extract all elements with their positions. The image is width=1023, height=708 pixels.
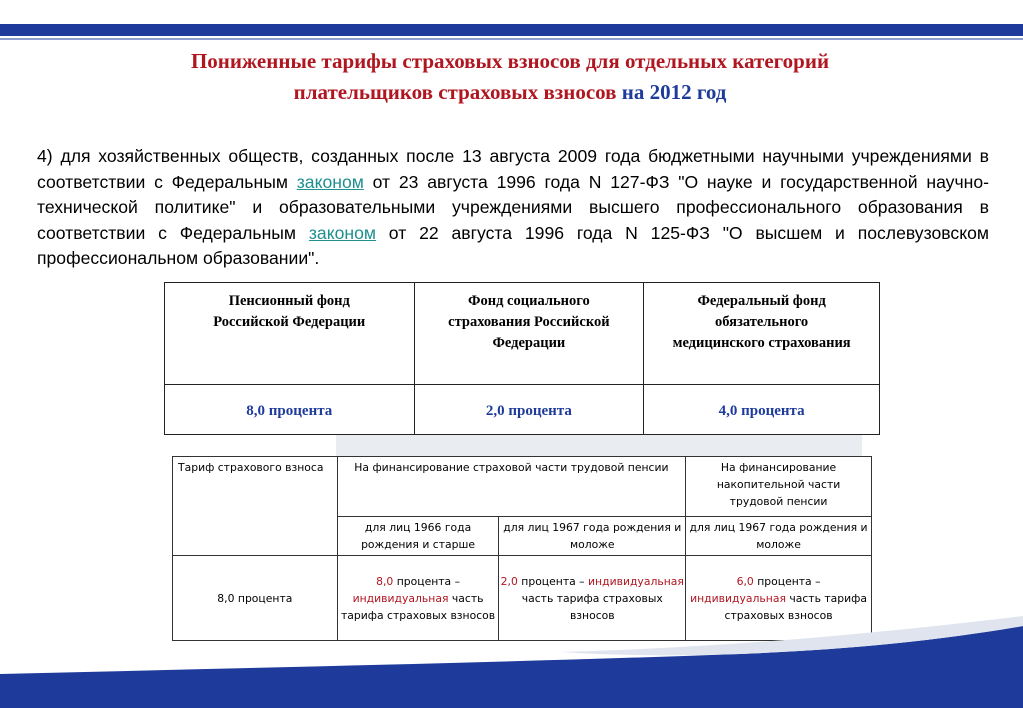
paragraph-part-3: от 22 августа 1996 года N 125-ФЗ "О высшем и послевузовском профессиональном образовании". [37, 222, 989, 268]
paragraph-part-2: от 23 августа 1996 года N 127-ФЗ "О науке и государственной научно-технической политике" и образовательными учреждениями высшего профессионального образования в соответствии с Федеральным [37, 171, 989, 243]
title-line-2: плательщиков страховых взносов [293, 80, 617, 104]
top-divider-line [0, 38, 1023, 40]
top-blue-bar [0, 24, 1023, 36]
law-link-2[interactable]: законом [308, 222, 376, 243]
sub-header-1966-older: для лиц 1966 года рождения и старше [337, 517, 499, 556]
rate-cell-1966-older: 8,0 процента – индивидуальная часть тарифа страховых взносов [337, 556, 499, 641]
value-medical-fund: 4,0 процента [644, 385, 880, 435]
rate-cell-funded: 6,0 процента – индивидуальная часть тарифа страховых взносов [686, 556, 872, 641]
sub-header-1967-younger: для лиц 1967 года рождения и моложе [499, 517, 686, 556]
funds-table [164, 282, 880, 435]
header-tariff: Тариф страхового взноса [173, 457, 338, 556]
bottom-blue-wave [0, 612, 1023, 708]
header-social-fund: Фонд социального страхования Российской Федерации [414, 283, 644, 385]
description-paragraph [37, 144, 989, 272]
header-pension-fund: Пенсионный фонд Российской Федерации [165, 283, 415, 385]
table-shadow [336, 435, 862, 457]
law-link-1[interactable]: законом [296, 171, 364, 192]
title-line-1: Пониженные тарифы страховых взносов для отдельных категорий [190, 49, 830, 73]
value-pension-fund: 8,0 процента [165, 385, 415, 435]
slide-title [60, 46, 960, 108]
rate-cell-1967-younger: 2,0 процента – индивидуальная часть тарифа страховых взносов [499, 556, 686, 641]
header-insurance-part: На финансирование страховой части трудовой пенсии [337, 457, 685, 517]
value-social-fund: 2,0 процента [414, 385, 644, 435]
header-medical-fund: Федеральный фонд обязательного медицинского страхования [644, 283, 880, 385]
sub-header-1967-younger-funded: для лиц 1967 года рождения и моложе [686, 517, 872, 556]
paragraph-part-1: 4) для хозяйственных обществ, созданных после 13 августа 2009 года бюджетными научными учреждениями в соответствии с Федеральным [37, 146, 989, 192]
tariff-value: 8,0 процента [173, 556, 338, 641]
title-year: на 2012 год [621, 80, 727, 104]
header-funded-part: На финансирование накопительной части трудовой пенсии [686, 457, 872, 517]
